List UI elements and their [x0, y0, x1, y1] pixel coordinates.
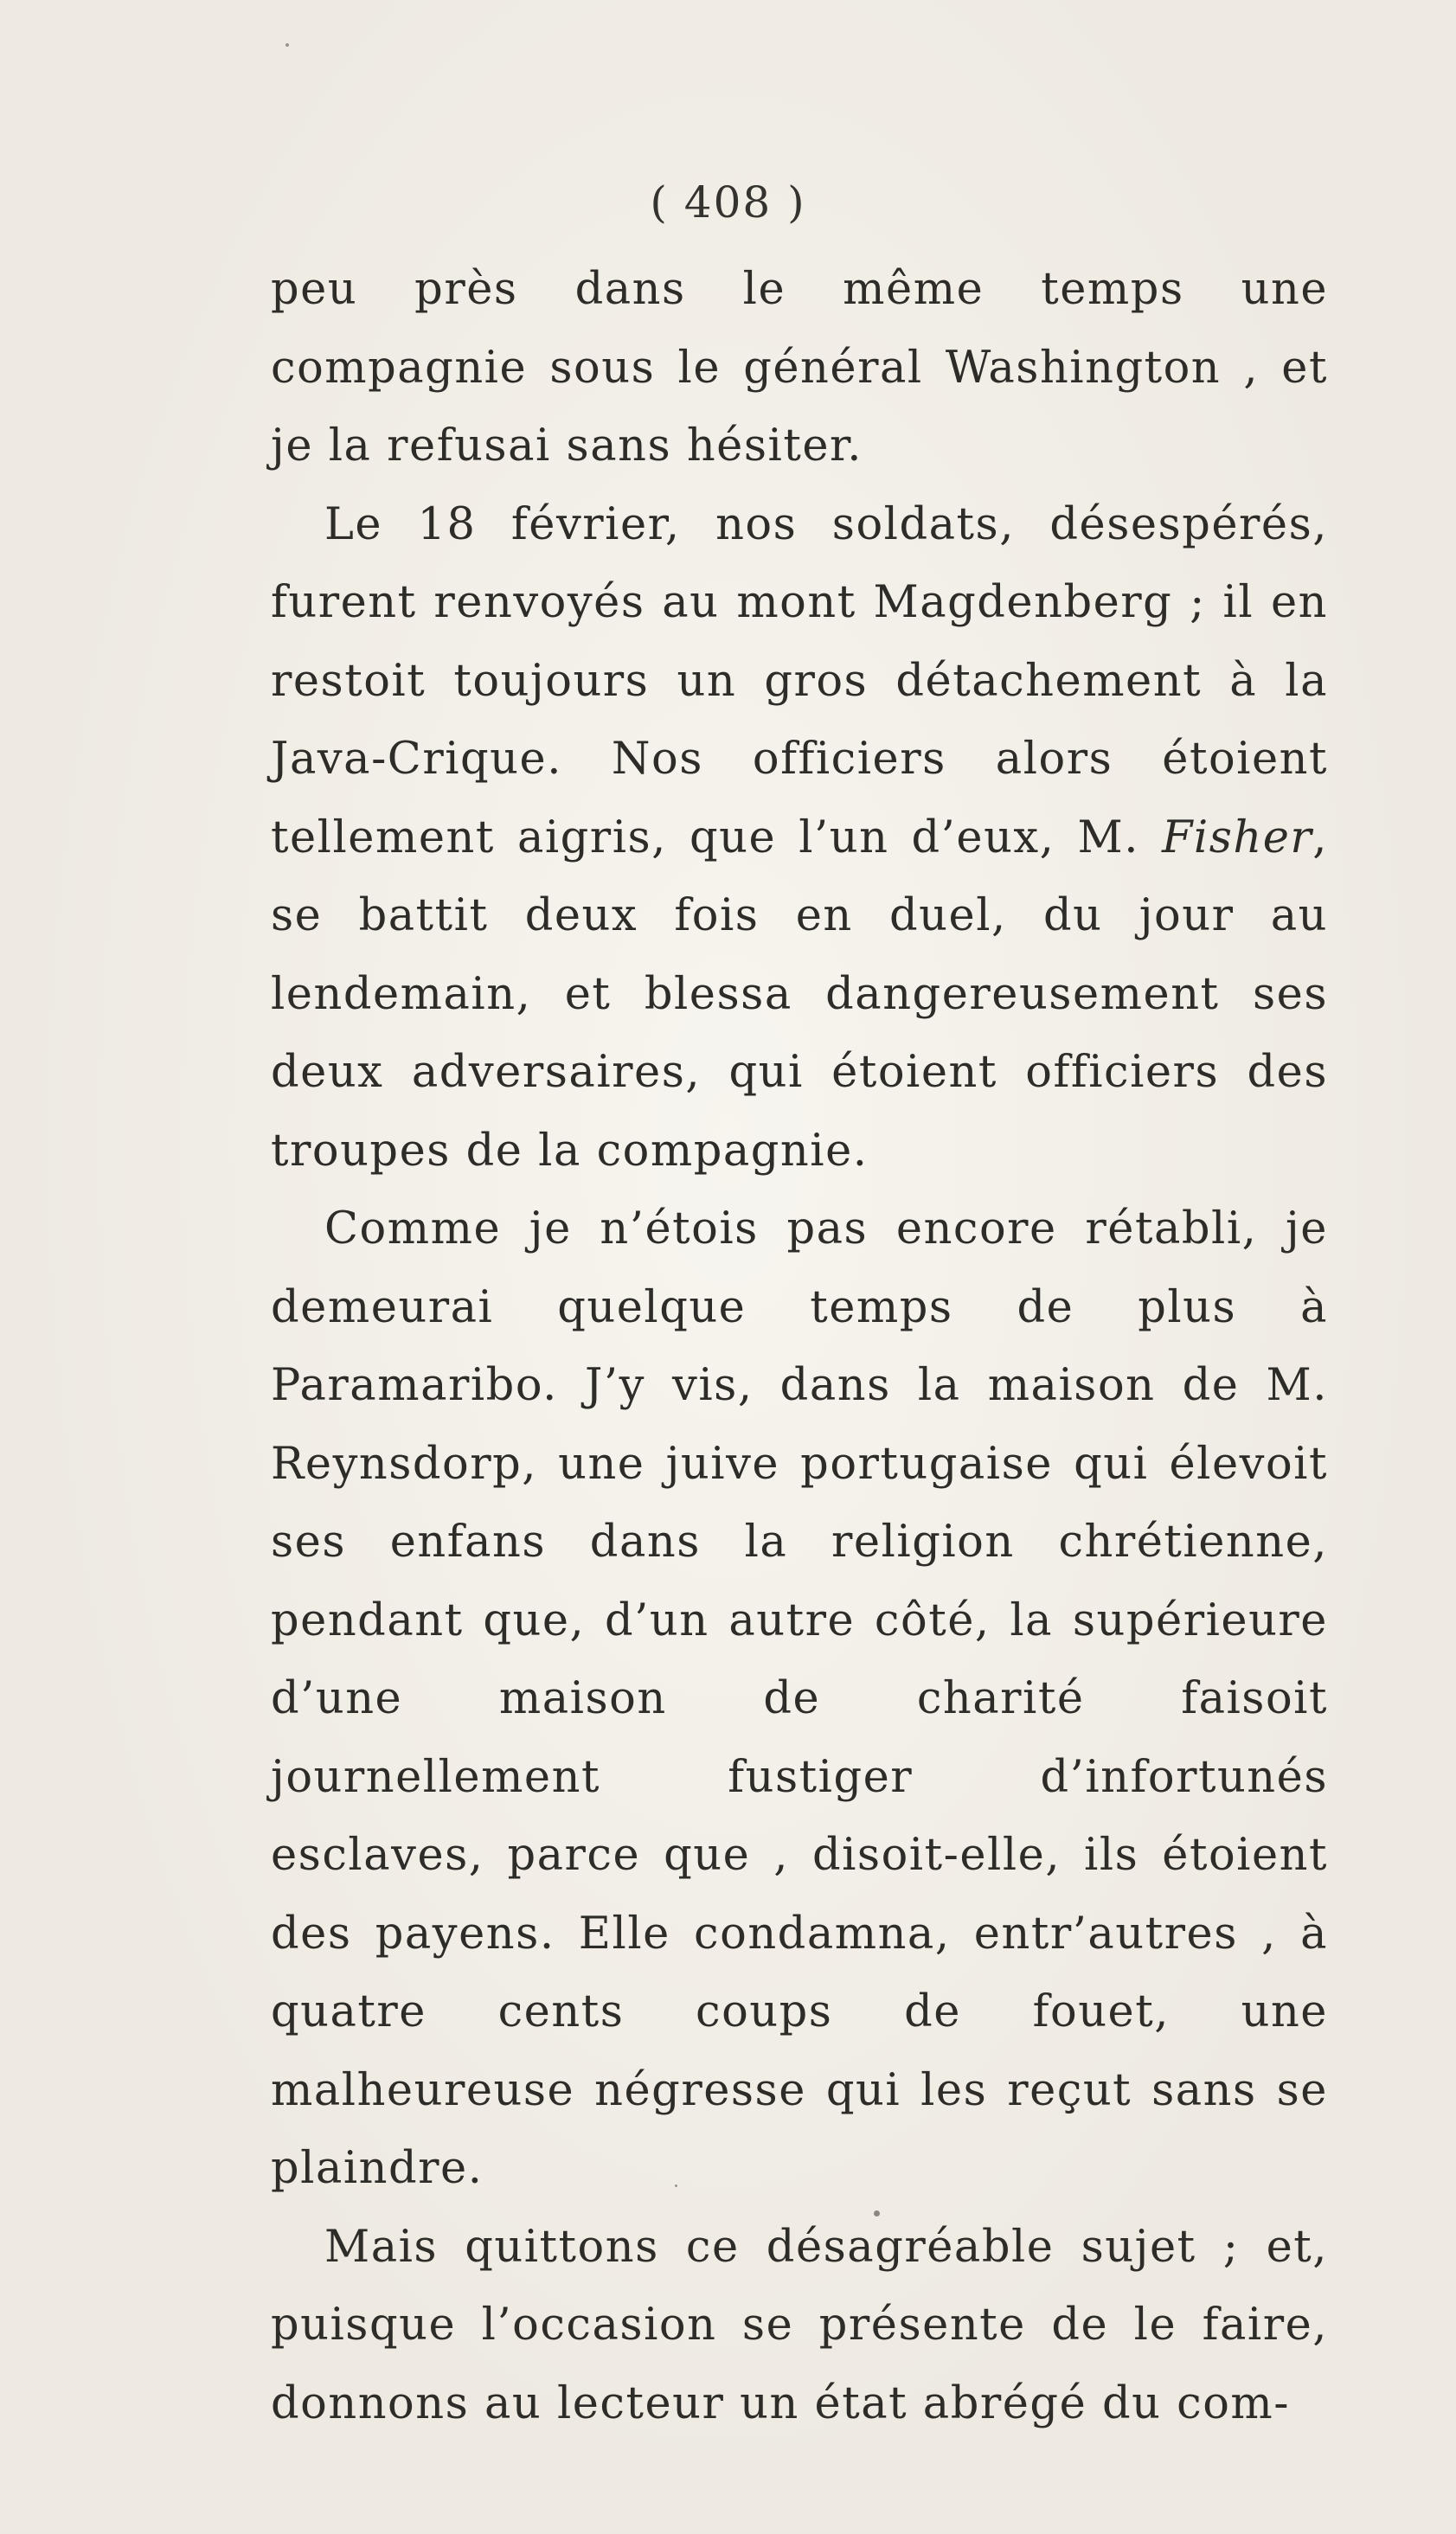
- paragraph: [271, 2209, 1328, 2444]
- body-text: [271, 251, 1328, 2443]
- paper-speck: [285, 43, 289, 47]
- italic-name: Fisher: [1162, 812, 1313, 863]
- paragraph-text: peu près dans le même temps une compagnie sous le général Washington , et je la refusai sans hésiter.: [271, 264, 1328, 472]
- paragraph-text: , se battit deux fois en duel, du jour au lendemain, et blessa dangereusement ses deux adversaires, qui étoient officiers des troupes de la compagnie.: [271, 812, 1328, 1177]
- paragraph-text: Le 18 février, nos soldats, désespérés, furent renvoyés au mont Magdenberg ; il en restoit toujours un gros détachement à la Java-Crique. Nos officiers alors étoient tellement aigris, que l’un d’eux, M.: [271, 498, 1328, 863]
- paragraph: [271, 1190, 1328, 2209]
- paragraph-text: Comme je n’étois pas encore rétabli, je demeurai quelque temps de plus à Paramaribo. J’y vis, dans la maison de M. Reynsdorp, une juive portugaise qui élevoit ses enfans dans la religion chrétienne, pendant que, d’un autre côté, la supérieure d’une maison de charité faisoit journellement fustiger d’infortunés esclaves, parce que , disoit-elle, ils étoient des payens. Elle condamna, entr’autres , à quatre cents coups de fouet, une malheureuse négresse qui les reçut sans se plaindre.: [271, 1203, 1328, 2194]
- paragraph: [271, 486, 1328, 1191]
- paragraph-text: Mais quittons ce désagréable sujet ; et, puisque l’occasion se présente de le faire, donnons au lecteur un état abrégé du com-: [271, 2221, 1328, 2429]
- page-number: ( 408 ): [650, 177, 806, 228]
- paragraph: [271, 251, 1328, 486]
